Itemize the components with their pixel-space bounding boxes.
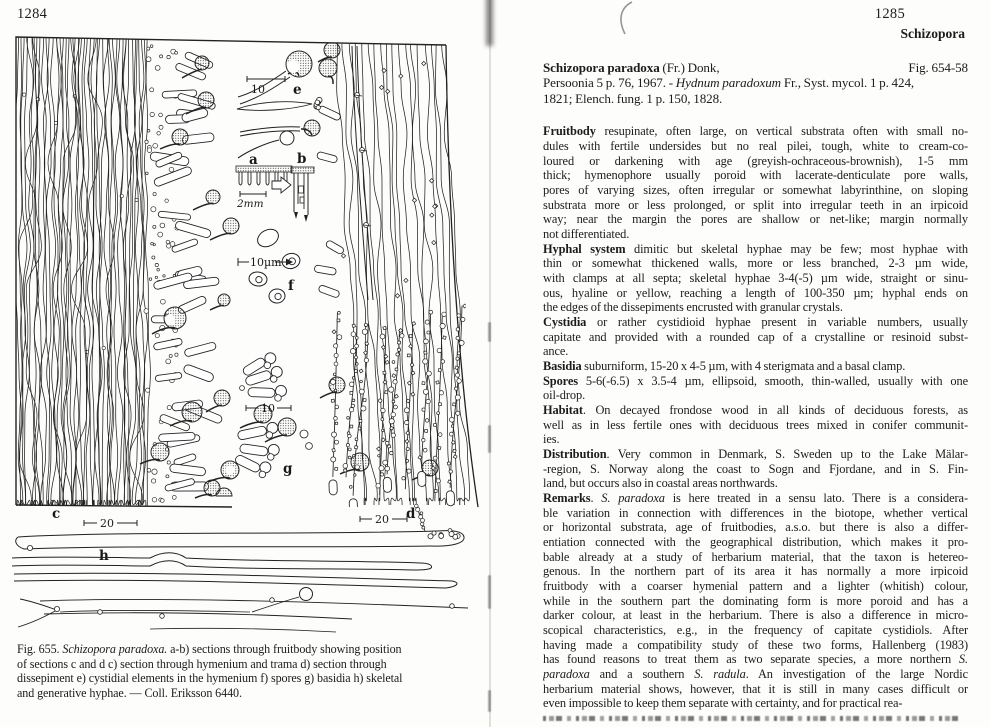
text-line: ble variation in connection with differences in the biotope, whether vertical xyxy=(543,505,968,520)
text-line: ies. xyxy=(543,432,560,447)
text-line: oil-drop. xyxy=(543,388,586,403)
text-line: fruitbody with a coarser hymenial pattern and a lighter (whitish) colour, xyxy=(543,579,968,593)
right-page-number: 1285 xyxy=(874,6,905,22)
svg-text:10: 10 xyxy=(251,83,265,96)
paragraph-habitat xyxy=(543,403,968,447)
scan-artifact-curve xyxy=(604,0,644,40)
text-line: darker colour, at least in the herbarium. There is also a difference in micro- xyxy=(543,608,968,623)
paragraph-distribution xyxy=(543,447,968,491)
text-line: ous, hyaline or yellow, reaching a length of 100-350 µm; hyphal ends on xyxy=(543,285,968,300)
text-line: not differentiated. xyxy=(543,226,630,241)
text-line: having made a compatibility study of these two forms, Hallenberg (1983) xyxy=(543,637,968,652)
encrusted-hyphal-ends xyxy=(329,304,467,514)
svg-text:20: 20 xyxy=(100,517,114,530)
svg-text:b: b xyxy=(297,151,307,167)
text-line: Cystidia or rather cystidioid hyphae present in variable numbers, usually xyxy=(543,314,968,329)
text-line: Habitat. On decayed frondose wood in all kinds of deciduous forests, as xyxy=(543,402,968,417)
text-line: bable already at a study of herbarium material, that the taxon is hetereo- xyxy=(543,549,968,564)
svg-text:c: c xyxy=(52,506,61,522)
text-line: or horizontal substrata, age of fruitbodies, a.s.o. but there is also a differ- xyxy=(543,520,968,535)
text-line: Fig. 655. Schizopora paradoxa. a-b) sections through fruitbody showing position xyxy=(17,642,402,656)
text-line: genous. In the northern part of its area it has normally a more irpicoid xyxy=(543,564,968,579)
hymenial-fringe-clubs xyxy=(150,51,223,491)
text-line: paradoxa and a southern S. radula. An investigation of the large Nordic xyxy=(543,667,968,682)
paragraph-remarks xyxy=(543,491,968,711)
svg-text:d: d xyxy=(406,506,416,522)
text-line: while in the southern part the dominating form is more poroid and has a xyxy=(543,593,968,608)
text-line: entiation connected with the geographical distribution, which makes it pro- xyxy=(543,534,968,549)
text-line: loured or darkening with age (greyish-ochraceous-brownish), 1-5 mm xyxy=(543,153,968,168)
text-line: dissepiment e) cystidial elements in the hymenium f) spores g) basidia h) skeletal xyxy=(17,671,403,685)
svg-text:2mm: 2mm xyxy=(237,198,264,210)
text-line: has found reasons to treat them as two separate species, a more northern S. xyxy=(543,652,968,667)
text-line: well as in less fertile ones with deciduous trees mixed in conifer communit- xyxy=(543,417,968,432)
text-line: pores of varying sizes, often irregular or somewhat labyrinthine, on sloping xyxy=(543,182,968,197)
text-line: ance. xyxy=(543,344,569,359)
text-line: substrata more or less prolonged, or split into irregular teeth in an irpicoid xyxy=(543,197,968,212)
text-line: herbarium material shows, however, that it is still in many cases difficult or xyxy=(543,681,968,696)
text-line: thin or somewhat thickened walls, more or less branched, 2-3 µm wide, xyxy=(543,256,968,271)
text-line: land, but occurs also in coastal areas northwards. xyxy=(543,476,778,491)
svg-text:20: 20 xyxy=(375,513,389,526)
text-line: Fruitbody resupinate, often large, on vertical substrata often with small no- xyxy=(543,124,968,139)
left-page-number: 1284 xyxy=(17,6,48,22)
svg-text:h: h xyxy=(99,548,109,564)
text-line: Fig. 654-58 Schizopora paradoxa (Fr.) Donk, xyxy=(543,60,968,75)
paragraph-spores xyxy=(543,374,968,403)
description-text xyxy=(543,124,968,711)
strand-below-frame xyxy=(415,504,425,531)
paragraph-fruitbody xyxy=(543,124,968,241)
svg-text:f: f xyxy=(288,278,294,294)
figure-caption xyxy=(17,642,459,700)
text-line: -region, S. Norway along the coast to Sogn and Fjordane, and in S. Fin- xyxy=(543,461,968,476)
text-line: dules with fertile undersides but no real pilei, tough, white to cream-co- xyxy=(543,138,968,153)
svg-text:g: g xyxy=(283,461,293,477)
text-line: of sections c and d c) section through hymenium and trama d) section through xyxy=(17,656,387,671)
svg-text:a: a xyxy=(249,152,258,168)
text-line: scopical characteristics, e.g., in the frequency of capitate cystidiols. After xyxy=(543,623,968,638)
figure-illustration xyxy=(0,0,490,650)
skeletal-generative-hyphae xyxy=(12,529,468,632)
text-line: Remarks. S. paradoxa is here treated in a sensu lato. There is a considera- xyxy=(543,490,968,505)
text-line: Spores 5-6(-6.5) x 3.5-4 µm, ellipsoid, smooth, thin-walled, usually with one xyxy=(543,373,968,388)
hyphae-left-band xyxy=(15,37,150,506)
text-line: even impossible to keep them separate with certainty, and for practical rea- xyxy=(543,696,903,711)
svg-text:10: 10 xyxy=(261,402,275,415)
text-line: Distribution. Very common in Denmark, S. Sweden up to the Lake Mälar- xyxy=(543,446,968,461)
paragraph-hyphal-system xyxy=(543,242,968,315)
species-heading xyxy=(543,60,968,106)
text-line: the edges of the dissepiments encrusted with granular crystals. xyxy=(543,300,843,315)
text-line: Persoonia 5 p. 76, 1967. - Hydnum paradoxum Fr., Syst. mycol. 1 p. 424, xyxy=(543,75,915,91)
text-line: 1821; Elench. fung. 1 p. 150, 1828. xyxy=(543,90,723,106)
paragraph-basidia xyxy=(543,359,968,374)
paragraph-cystidia xyxy=(543,315,968,359)
text-line: capitate and provided with a rounded cap of a crystalline or resinoid subst- xyxy=(543,329,968,344)
svg-text:e: e xyxy=(293,82,302,98)
right-page-text-column xyxy=(543,60,968,711)
text-line: Hyphal system dimitic but skeletal hyphae may be few; most hyphae with xyxy=(543,241,968,256)
running-head: Schizopora xyxy=(900,26,965,41)
cut-off-text-line xyxy=(543,716,963,721)
text-line: Basidia suburniform, 15-20 x 4-5 µm, with 4 sterigmata and a basal clamp. xyxy=(543,358,906,373)
text-line: and generative hyphae. — Coll. Eriksson 6440. xyxy=(17,685,242,700)
text-line: thick; hymenophore usually poroid with lacerate-denticulate pore walls, xyxy=(543,168,968,183)
svg-text:10µm: 10µm xyxy=(250,256,282,269)
figure-reference: Fig. 654-58 xyxy=(908,60,968,75)
text-line: with clamps at all septa; skeletal hyphae 3-4(-5) µm wide, straight or sinu- xyxy=(543,270,968,285)
text-line: way; near the margin the pores are shallow or net-like; margin normally xyxy=(543,212,968,227)
